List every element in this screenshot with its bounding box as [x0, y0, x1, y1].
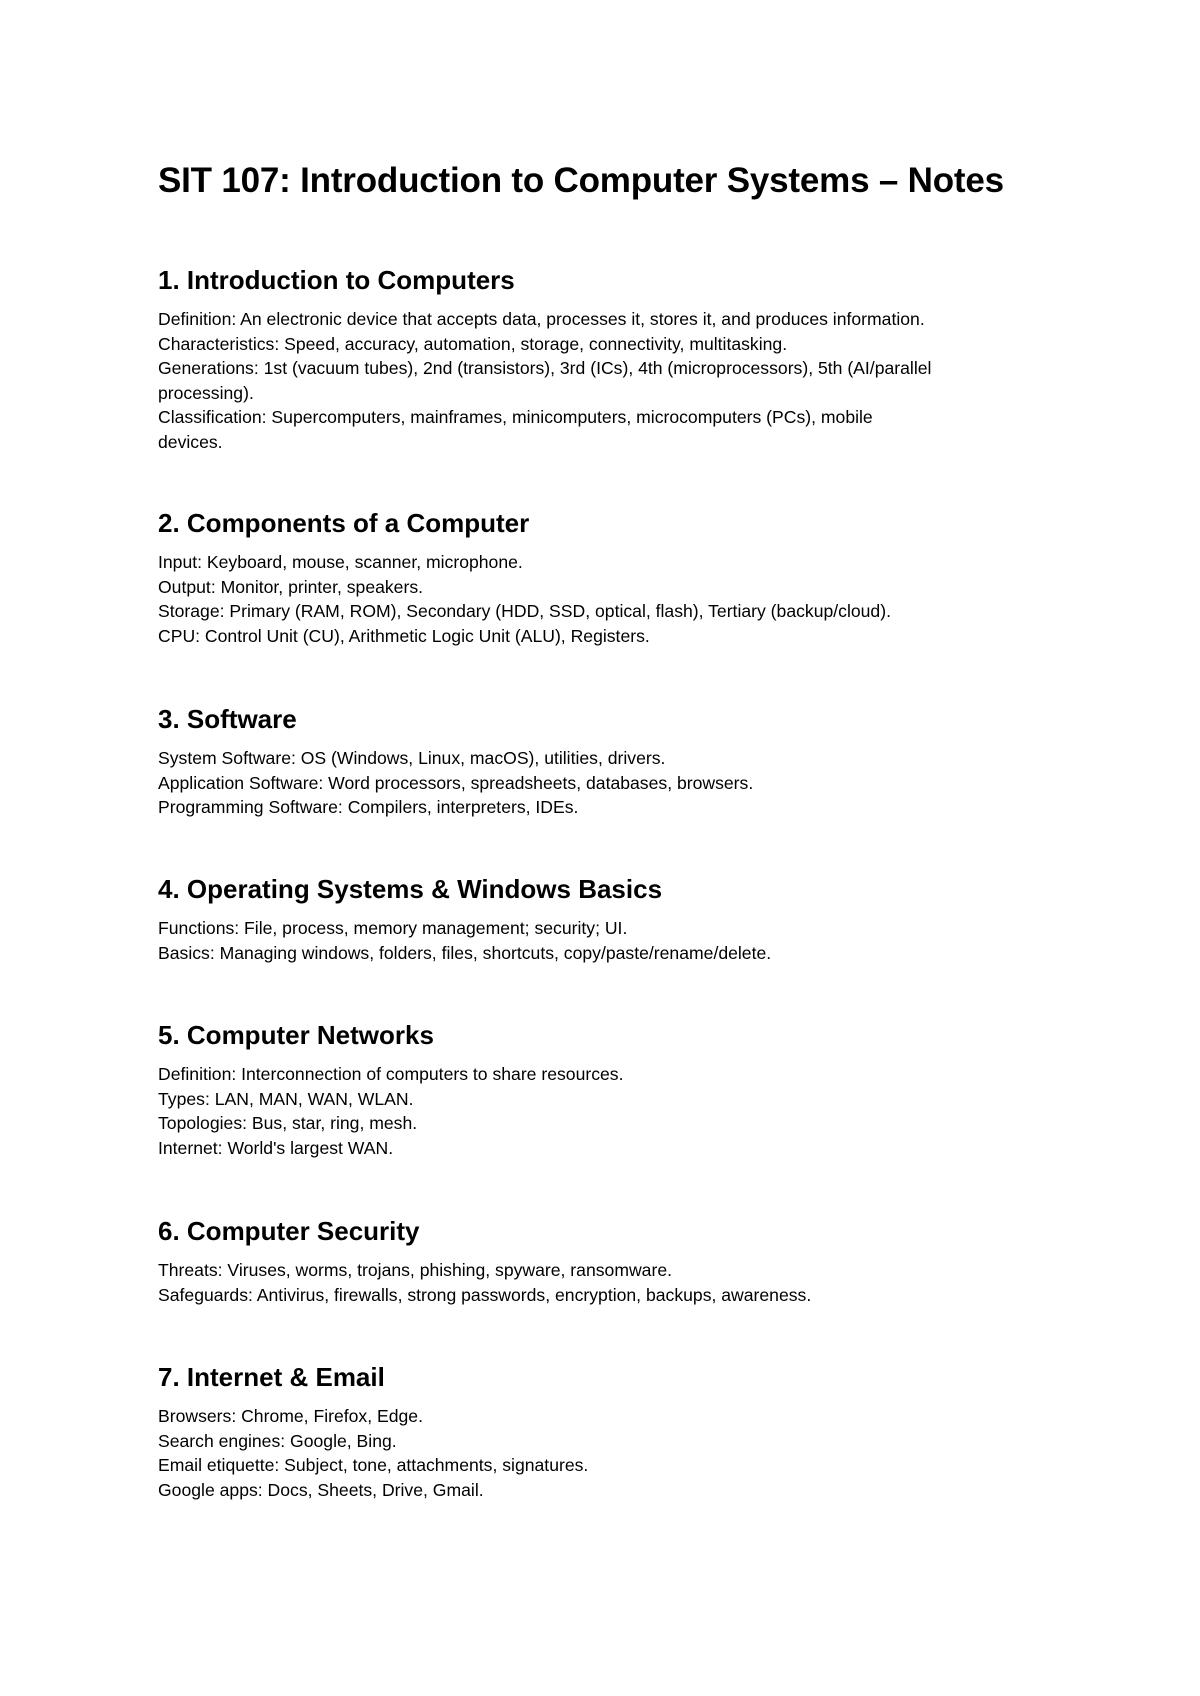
note-line: System Software: OS (Windows, Linux, macOS), utilities, drivers. [158, 748, 666, 768]
section-introduction-to-computers [158, 263, 1058, 455]
note-line: Output: Monitor, printer, speakers. [158, 576, 424, 597]
section-heading: 5. Computer Networks [158, 1020, 434, 1050]
section-computer-security [158, 1214, 1058, 1307]
section-body [158, 1258, 1058, 1307]
note-line: Application Software: Word processors, spreadsheets, databases, browsers. [158, 772, 754, 793]
note-line: Search engines: Google, Bing. [158, 1430, 397, 1451]
note-line: processing). [158, 382, 254, 403]
section-body [158, 307, 1058, 455]
section-heading: 7. Internet & Email [158, 1362, 385, 1392]
note-line: Storage: Primary (RAM, ROM), Secondary (HDD, SSD, optical, flash), Tertiary (backup/cloud). [158, 601, 891, 622]
section-computer-networks [158, 1018, 1058, 1160]
section-software [158, 702, 1058, 820]
document-title: SIT 107: Introduction to Computer Systems – Notes [158, 161, 1004, 200]
note-line: devices. [158, 431, 223, 452]
section-operating-systems [158, 872, 1058, 965]
section-internet-and-email [158, 1360, 1058, 1502]
section-heading: 6. Computer Security [158, 1216, 420, 1246]
note-line: Input: Keyboard, mouse, scanner, microphone. [158, 552, 523, 572]
section-body [158, 746, 1058, 820]
note-line: Definition: Interconnection of computers to share resources. [158, 1064, 624, 1084]
section-body [158, 1062, 1058, 1160]
section-heading: 2. Components of a Computer [158, 508, 530, 538]
note-line: Classification: Supercomputers, mainframes, minicomputers, microcomputers (PCs), mobile [158, 407, 873, 428]
note-line: Definition: An electronic device that accepts data, processes it, stores it, and produces information. [158, 309, 925, 329]
note-line: Basics: Managing windows, folders, files, shortcuts, copy/paste/rename/delete. [158, 942, 772, 963]
note-line: Email etiquette: Subject, tone, attachments, signatures. [158, 1455, 589, 1476]
section-components-of-a-computer [158, 506, 1058, 648]
note-line: Types: LAN, MAN, WAN, WLAN. [158, 1088, 414, 1109]
note-line: Threats: Viruses, worms, trojans, phishing, spyware, ransomware. [158, 1260, 672, 1280]
note-line: Generations: 1st (vacuum tubes), 2nd (transistors), 3rd (ICs), 4th (microprocessors), 5th (AI/parallel [158, 358, 932, 379]
note-line: Programming Software: Compilers, interpreters, IDEs. [158, 797, 579, 818]
section-body [158, 1404, 1058, 1502]
note-line: Characteristics: Speed, accuracy, automation, storage, connectivity, multitasking. [158, 333, 788, 354]
section-body [158, 916, 1058, 965]
note-line: Functions: File, process, memory management; security; UI. [158, 918, 628, 938]
section-heading: 3. Software [158, 704, 297, 734]
note-line: CPU: Control Unit (CU), Arithmetic Logic Unit (ALU), Registers. [158, 625, 650, 646]
section-heading: 4. Operating Systems & Windows Basics [158, 874, 663, 904]
section-heading: 1. Introduction to Computers [158, 265, 515, 295]
note-line: Safeguards: Antivirus, firewalls, strong passwords, encryption, backups, awareness. [158, 1284, 812, 1305]
note-line: Browsers: Chrome, Firefox, Edge. [158, 1406, 423, 1426]
note-line: Google apps: Docs, Sheets, Drive, Gmail. [158, 1479, 484, 1500]
note-line: Internet: World's largest WAN. [158, 1137, 394, 1158]
note-line: Topologies: Bus, star, ring, mesh. [158, 1113, 418, 1134]
section-body [158, 550, 1058, 648]
